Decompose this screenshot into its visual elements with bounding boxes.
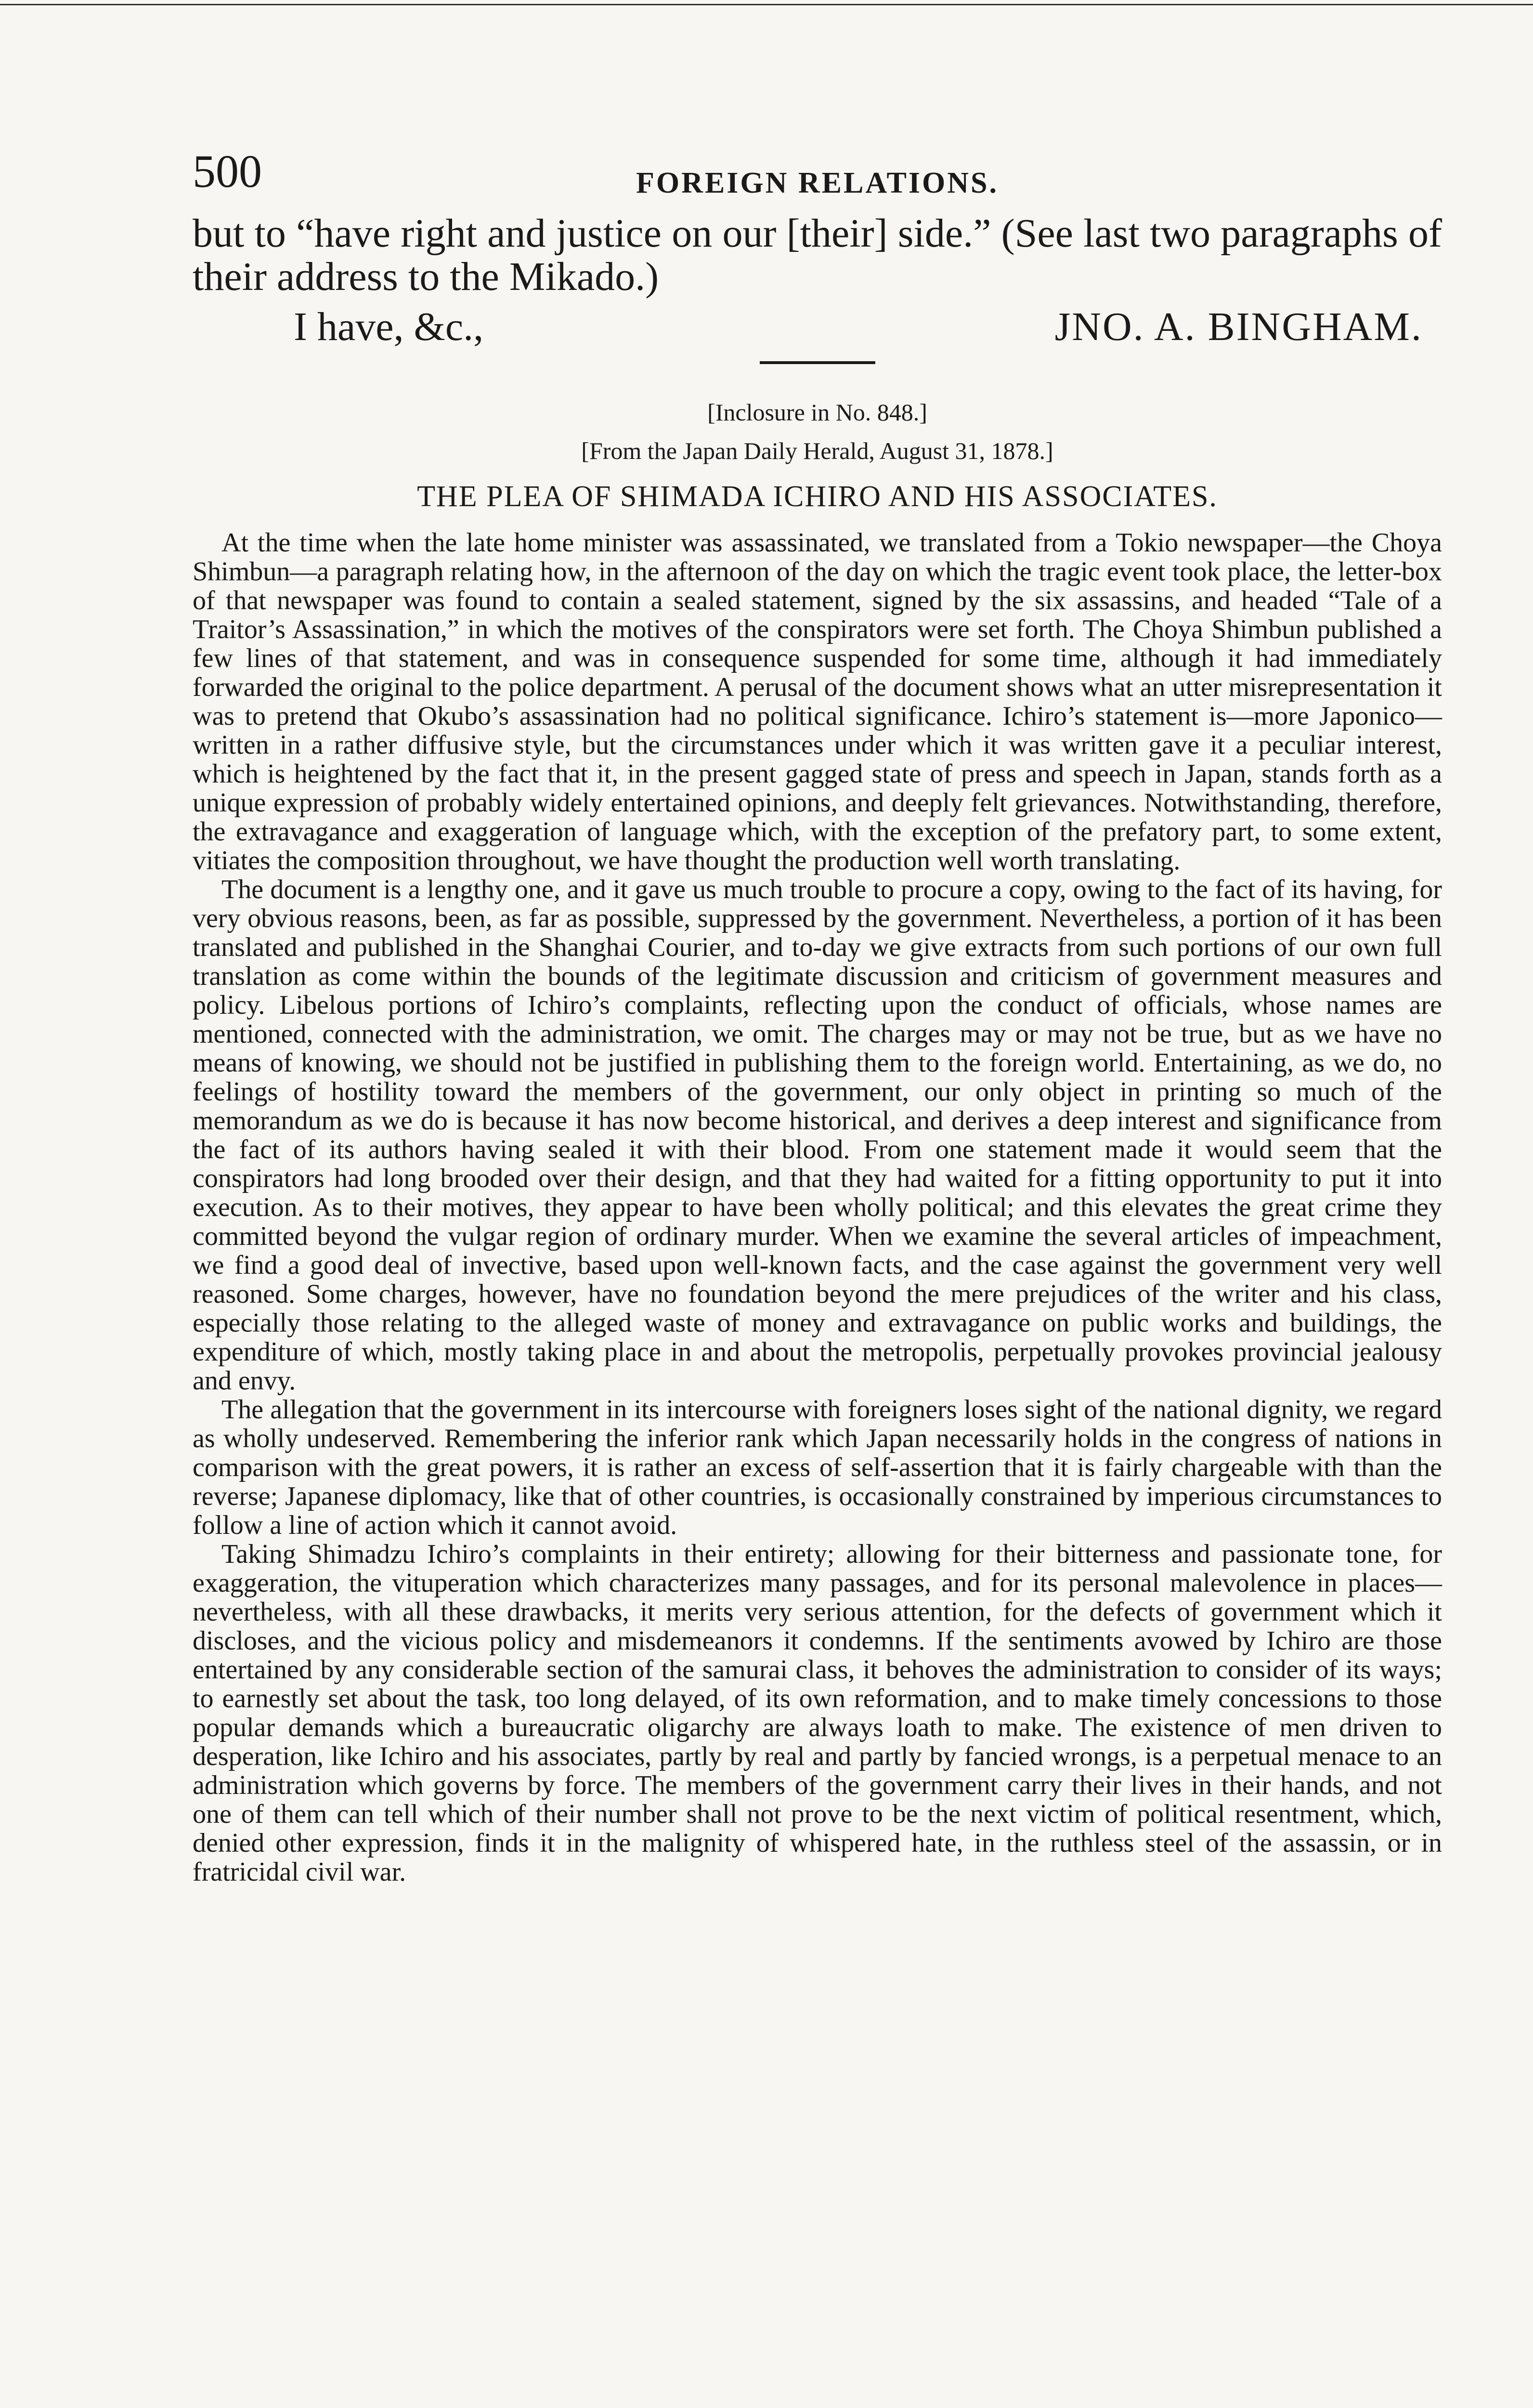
salutation: I have, &c.,: [294, 304, 484, 349]
article-body: [193, 528, 1442, 1886]
paragraph-1: At the time when the late home minister was assassinated, we translated from a Tokio newspaper—the Choya Shimbun—a paragraph relating how, in the afternoon of the day on which the tragic event took place, the letter-box of that newspaper was found to contain a sealed statement, signed by the six assassins, and headed “Tale of a Traitor’s Assassination,” in which the motives of the conspirators were set forth. The Choya Shimbun published a few lines of that statement, and was in consequence suspended for some time, although it had immediately forwarded the original to the police department. A perusal of the document shows what an utter misrepresentation it was to pretend that Okubo’s assassination had no political significance. Ichiro’s statement is—more Japonico—written in a rather diffusive style, but the circumstances under which it was written gave it a peculiar interest, which is heightened by the fact that it, in the present gagged state of press and speech in Japan, stands forth as a unique expression of probably widely entertained opinions, and deeply felt grievances. Notwithstanding, therefore, the extravagance and exaggeration of language which, with the exception of the prefatory part, to some extent, vitiates the composition throughout, we have thought the production well worth translating.: [193, 528, 1442, 876]
section-divider: [760, 361, 875, 364]
document-page: [193, 140, 1442, 1886]
source-note: [From the Japan Daily Herald, August 31, 1878.]: [581, 437, 1053, 464]
paragraph-4: Taking Shimadzu Ichiro’s complaints in their entirety; allowing for their bitterness and passionate tone, for exaggeration, the vituperation which characterizes many passages, and for its personal malevolence in places—nevertheless, with all these drawbacks, it merits very serious attention, for the defects of government which it discloses, and the vicious policy and misdemeanors it condemns. If the sentiments avowed by Ichiro are those entertained by any considerable section of the samurai class, it behoves the administration to consider of its ways; to earnestly set about the task, too long delayed, of its own reformation, and to make timely concessions to those popular demands which a bureaucratic oligarchy are always loath to make. The existence of men driven to desperation, like Ichiro and his associates, partly by real and partly by fancied wrongs, is a perpetual menace to an administration which governs by force. The members of the government carry their lives in their hands, and not one of them can tell which of their number shall not prove to be the next victim of political resentment, which, denied other expression, finds it in the malignity of whispered hate, in the ruthless steel of the assassin, or in fratricidal civil war.: [193, 1539, 1442, 1887]
paragraph-2: The document is a lengthy one, and it gave us much trouble to procure a copy, owing to the fact of its having, for very obvious reasons, been, as far as possible, suppressed by the government. Nevertheless, a portion of it has been translated and published in the Shanghai Courier, and to-day we give extracts from such portions of our own full translation as come within the bounds of the legitimate discussion and criticism of government measures and policy. Libelous portions of Ichiro’s complaints, reflecting upon the conduct of officials, whose names are mentioned, connected with the administration, we omit. The charges may or may not be true, but as we have no means of knowing, we should not be justified in publishing them to the foreign world. Entertaining, as we do, no feelings of hostility toward the members of the government, our only object in printing so much of the memorandum as we do is because it has now become historical, and derives a deep interest and significance from the fact of its authors having sealed it with their blood. From one statement made it would seem that the conspirators had long brooded over their design, and that they had waited for a fitting opportunity to put it into execution. As to their motives, they appear to have been wholly political; and this elevates the great crime they committed beyond the vulgar region of ordinary murder. When we examine the several articles of impeachment, we find a good deal of invective, based upon well-known facts, and the case against the government very well reasoned. Some charges, however, have no foundation beyond the mere prejudices of the writer and his class, especially those relating to the alleged waste of money and extravagance on public works and buildings, the expenditure of which, mostly taking place in and about the metropolis, perpetually provokes provincial jealousy and envy.: [193, 875, 1442, 1396]
page-number: 500: [193, 145, 262, 197]
signature: JNO. A. BINGHAM.: [1054, 304, 1423, 349]
paragraph-3: The allegation that the government in its intercourse with foreigners loses sight of the national dignity, we regard as wholly undeserved. Remembering the inferior rank which Japan necessarily holds in the congress of nations in comparison with the great powers, it is rather an excess of self-assertion that it is fairly chargeable with than the reverse; Japanese diplomacy, like that of other countries, is occasionally constrained by imperious circumstances to follow a line of action which it cannot avoid.: [193, 1395, 1442, 1540]
letter-closing-text: but to “have right and justice on our [their] side.” (See last two paragraphs of their address to the Mikado.): [193, 211, 1442, 299]
signature-line: [193, 299, 1442, 352]
top-edge-rule: [0, 4, 1533, 5]
running-title: FOREIGN RELATIONS.: [636, 167, 999, 199]
page-header: [193, 140, 1442, 212]
article-title: THE PLEA OF SHIMADA ICHIRO AND HIS ASSOCIATES.: [417, 480, 1218, 513]
inclosure-note: [Inclosure in No. 848.]: [707, 399, 927, 426]
